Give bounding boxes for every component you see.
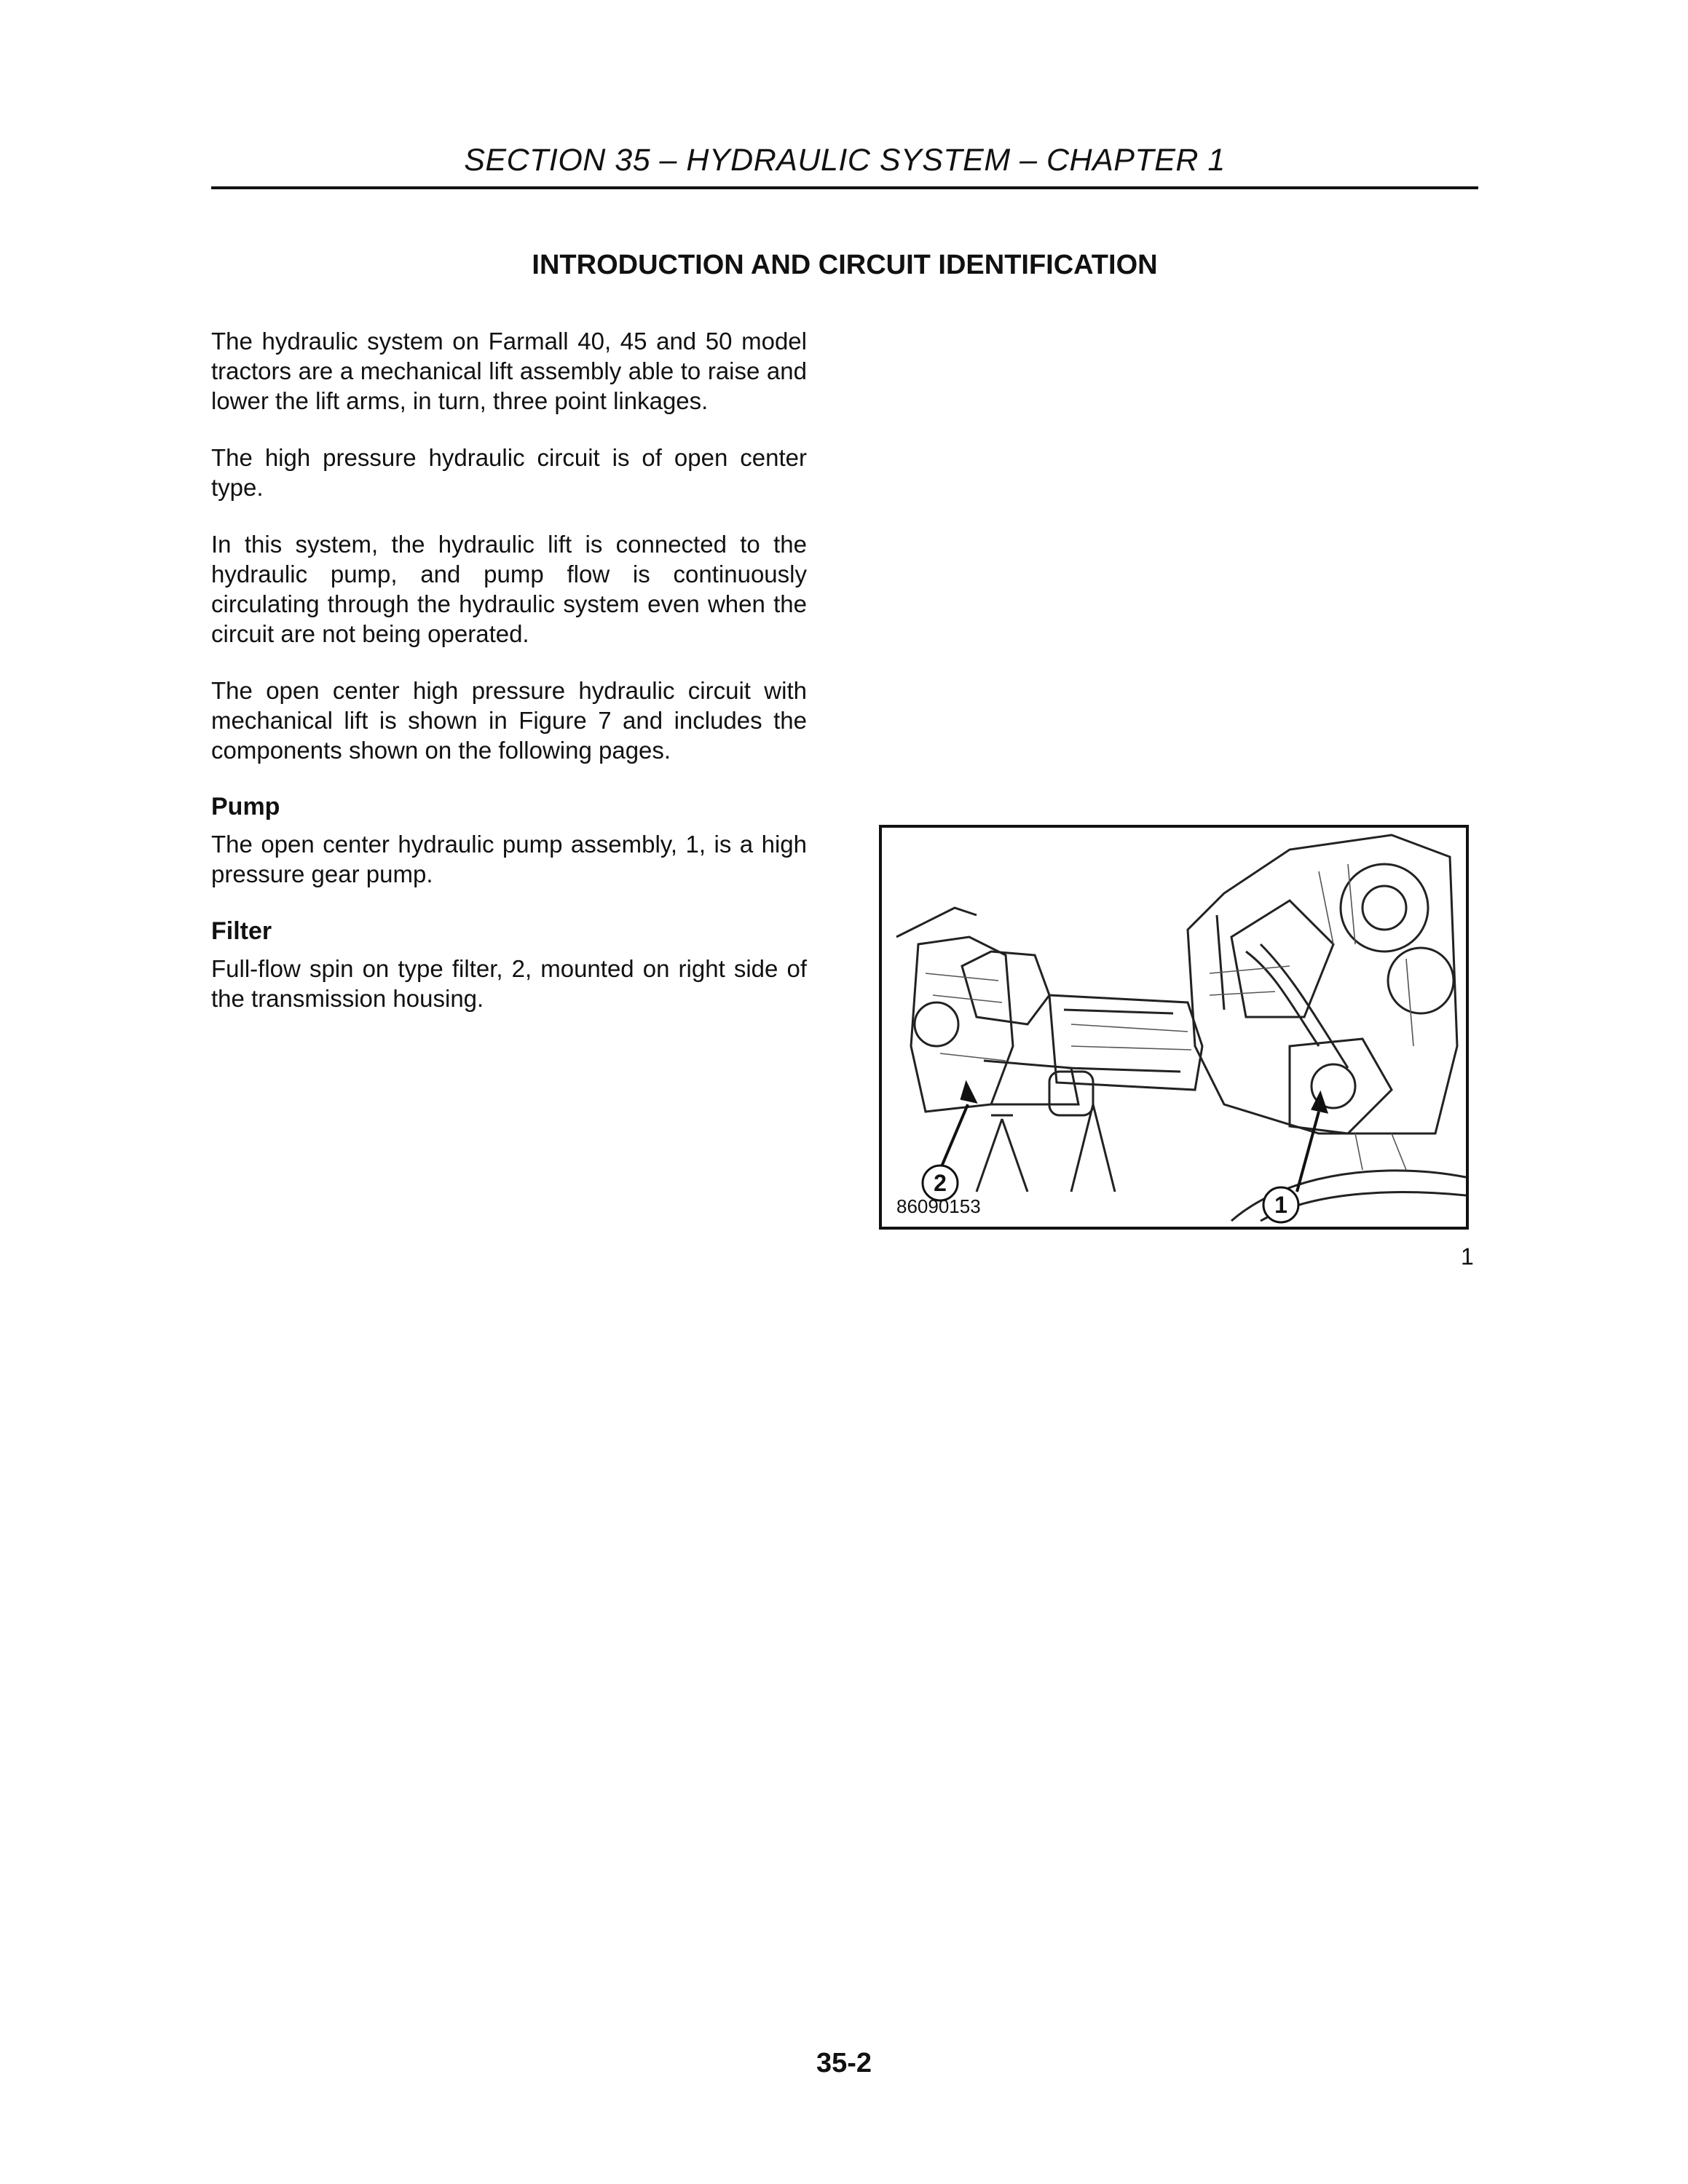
paragraph-system: In this system, the hydraulic lift is connected to the hydraulic pump, and pump flow is continuously circulating through the hydraulic system even when the circuit are not being operated. bbox=[211, 531, 807, 647]
figure-number: 1 bbox=[1461, 1243, 1474, 1270]
paragraph-figure-ref: The open center high pressure hydraulic circuit with mechanical lift is shown in Figure 7 and includes the components shown on the following pages. bbox=[211, 677, 807, 764]
page-header: SECTION 35 – HYDRAULIC SYSTEM – CHAPTER 1 bbox=[464, 143, 1226, 178]
callout-2-label: 2 bbox=[934, 1170, 947, 1196]
paragraph-intro: The hydraulic system on Farmall 40, 45 and 50 model tractors are a mechanical lift assembly able to raise and lower the lift arms, in turn, three point linkages. bbox=[211, 328, 807, 414]
callout-1-label: 1 bbox=[1274, 1192, 1287, 1218]
figure-tractor-illustration bbox=[879, 825, 1469, 1230]
pump-heading: Pump bbox=[211, 793, 280, 820]
figure-code: 86090153 bbox=[896, 1195, 981, 1217]
section-title: INTRODUCTION AND CIRCUIT IDENTIFICATION bbox=[532, 250, 1158, 280]
header-rule bbox=[211, 186, 1478, 189]
paragraph-open-center: The high pressure hydraulic circuit is of open center type. bbox=[211, 444, 807, 501]
tractor-line-drawing bbox=[882, 828, 1466, 1227]
body-column bbox=[211, 326, 807, 1040]
pump-text: The open center hydraulic pump assembly, 1, is a high pressure gear pump. bbox=[211, 831, 807, 887]
filter-text: Full-flow spin on type filter, 2, mounted on right side of the transmission housing. bbox=[211, 955, 807, 1012]
page-number: 35-2 bbox=[816, 2048, 872, 2078]
filter-heading: Filter bbox=[211, 917, 272, 945]
